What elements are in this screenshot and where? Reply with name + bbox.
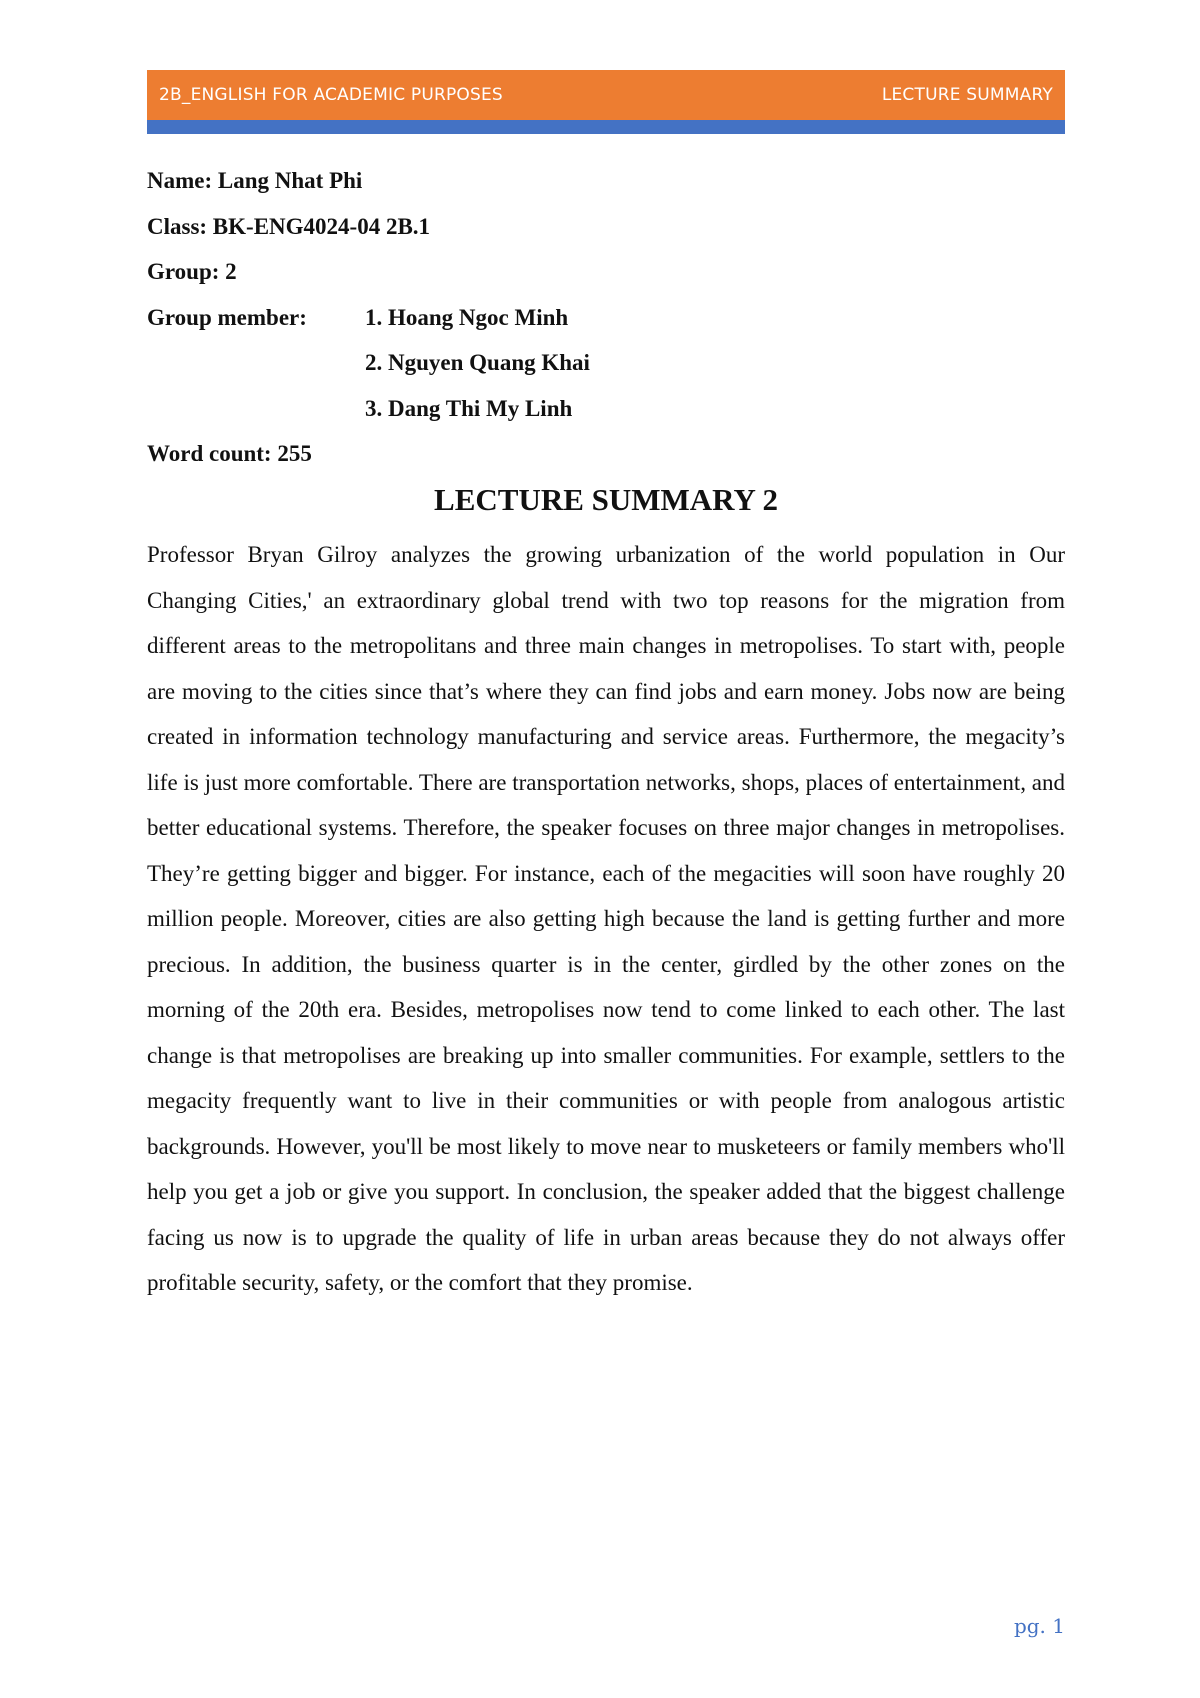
summary-paragraph: Professor Bryan Gilroy analyzes the growing urbanization of the world population in Our Changing Cities,' an extraordinary global trend with two top reasons for the migration from different areas to the metropolitans and three main changes in metropolises. To start with, people are moving to the cities since that’s where they can find jobs and earn money. Jobs now are being created in information technology manufacturing and service areas. Furthermore, the megacity’s life is just more comfortable. There are transportation networks, shops, places of entertainment, and better educational systems. Therefore, the speaker focuses on three major changes in metropolises. They’re getting bigger and bigger. For instance, each of the megacities will soon have roughly 20 million people. Moreover, cities are also getting high because the land is getting further and more precious. In addition, the business quarter is in the center, girdled by the other zones on the morning of the 20th era. Besides, metropolises now tend to come linked to each other. The last change is that metropolises are breaking up into smaller communities. For example, settlers to the megacity frequently want to live in their communities or with people from analogous artistic backgrounds. However, you'll be most likely to move near to musketeers or family members who'll help you get a job or give you support. In conclusion, the speaker added that the biggest challenge facing us now is to upgrade the quality of life in urban areas because they do not always offer profitable security, safety, or the comfort that they promise. <box>147 542 1065 1295</box>
word-count: Word count: 255 <box>147 441 312 466</box>
student-info <box>147 158 590 477</box>
student-name: Name: Lang Nhat Phi <box>147 168 363 193</box>
header-divider <box>147 120 1065 134</box>
group-member-row <box>147 295 569 341</box>
group-member-row <box>147 386 573 432</box>
group-member-1: 1. Hoang Ngoc Minh <box>365 304 569 330</box>
document-title: LECTURE SUMMARY 2 <box>434 482 778 517</box>
class-code: Class: BK-ENG4024-04 2B.1 <box>147 213 431 239</box>
page-header <box>147 70 1065 120</box>
page-number: pg. 1 <box>1013 1614 1065 1638</box>
group-number: Group: 2 <box>147 259 237 284</box>
group-member-label: Group member: <box>147 304 307 330</box>
group-member-3: 3. Dang Thi My Linh <box>365 395 573 421</box>
header-course-title: 2B_ENGLISH FOR ACADEMIC PURPOSES <box>159 85 503 105</box>
group-member-row <box>147 340 590 386</box>
group-member-2: 2. Nguyen Quang Khai <box>365 350 590 375</box>
header-doc-type: LECTURE SUMMARY <box>881 85 1053 105</box>
